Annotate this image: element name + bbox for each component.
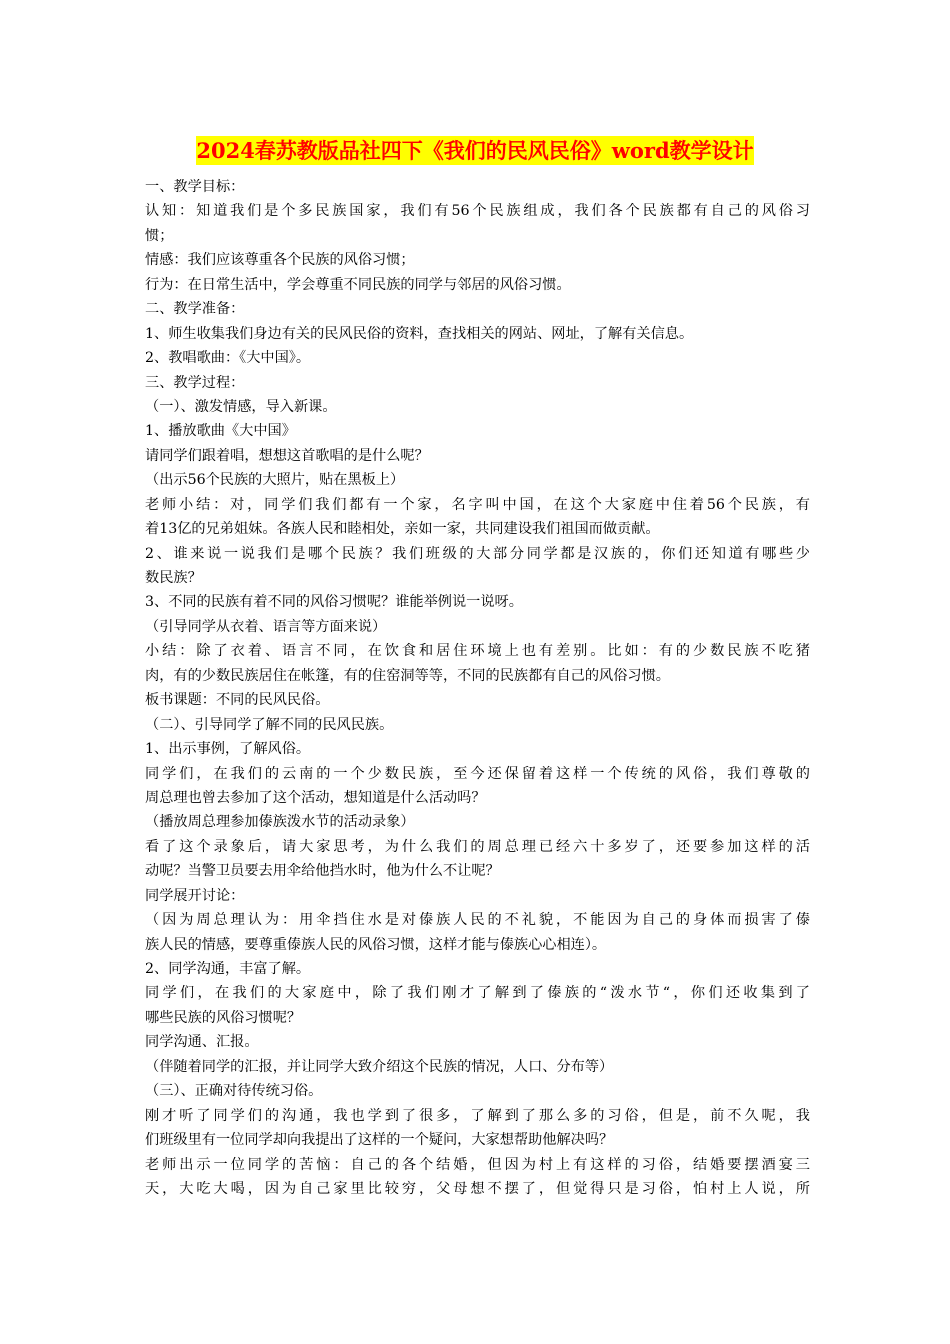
text-line: 看了这个录象后，请大家思考，为什么我们的周总理已经六十多岁了，还要参加这样的活 — [145, 838, 810, 855]
text-line: 族人民的情感，要尊重傣族人民的风俗习惯，这样才能与傣族心心相连）。 — [145, 936, 607, 953]
text-line: （引导同学从衣着、语言等方面来说） — [145, 618, 387, 635]
text-line: 二、教学准备： — [145, 301, 245, 318]
text-line: 2、谁来说一说我们是哪个民族？我们班级的大部分同学都是汉族的，你们还知道有哪些少 — [145, 545, 810, 562]
text-line: 3、不同的民族有着不同的风俗习惯呢？谁能举例说一说呀。 — [145, 594, 523, 611]
title-highlight: 2024春苏教版品社四下《我们的民风民俗》word教学设计 — [196, 138, 754, 163]
text-line: 天，大吃大喝，因为自己家里比较穷，父母想不摆了，但觉得只是习俗，怕村上人说，所 — [145, 1180, 810, 1197]
text-line: 老师出示一位同学的苦恼：自己的各个结婚，但因为村上有这样的习俗，结婚要摆酒宴三 — [145, 1156, 810, 1173]
text-line: （出示56个民族的大照片，贴在黑板上） — [145, 472, 405, 489]
text-line: 着13亿的兄弟姐妹。各族人民和睦相处，亲如一家，共同建设我们祖国而做贡献。 — [145, 521, 660, 538]
text-line: 同学沟通、汇报。 — [145, 1034, 259, 1051]
text-line: 同学展开讨论： — [145, 887, 245, 904]
text-line: （播放周总理参加傣族泼水节的活动录象） — [145, 814, 415, 831]
text-line: 请同学们跟着唱，想想这首歌唱的是什么呢？ — [145, 447, 429, 464]
text-line: 数民族？ — [145, 570, 202, 586]
text-line: 一、教学目标： — [145, 179, 245, 195]
text-line: 老师小结：对，同学们我们都有一个家，名字叫中国，在这个大家庭中住着56个民族，有 — [145, 496, 810, 513]
text-line: 1、出示事例，了解风俗。 — [145, 741, 311, 758]
text-line: 行为：在日常生活中，学会尊重不同民族的同学与邻居的风俗习惯。 — [145, 276, 571, 293]
text-line: （三）、正确对待传统习俗。 — [145, 1083, 323, 1100]
document-body — [145, 175, 810, 1201]
text-line: （二）、引导同学了解不同的民风民族。 — [145, 716, 394, 733]
text-line: 哪些民族的风俗习惯呢？ — [145, 1009, 302, 1026]
text-line: 2、教唱歌曲：《大中国》。 — [145, 350, 311, 367]
text-line: 小结：除了衣着、语言不同，在饮食和居住环境上也有差别。比如：有的少数民族不吃猪 — [145, 643, 810, 660]
document-title — [0, 136, 950, 166]
text-line: 惯； — [145, 227, 174, 244]
text-line: 肉，有的少数民族居住在帐篷，有的住窑洞等等，不同的民族都有自己的风俗习惯。 — [145, 667, 670, 684]
text-line: （因为周总理认为：用伞挡住水是对傣族人民的不礼貌，不能因为自己的身体而损害了傣 — [145, 912, 810, 929]
text-line: 1、播放歌曲《大中国》 — [145, 423, 296, 440]
text-line: 刚才听了同学们的沟通，我也学到了很多，了解到了那么多的习俗，但是，前不久呢，我 — [145, 1107, 810, 1124]
text-line: 情感：我们应该尊重各个民族的风俗习惯； — [145, 252, 415, 269]
text-line: 板书课题：不同的民风民俗。 — [145, 692, 330, 709]
text-line: 同学们，在我们的大家庭中，除了我们刚才了解到了傣族的“泼水节“，你们还收集到了 — [145, 985, 810, 1002]
text-line: 1、师生收集我们身边有关的民风民俗的资料，查找相关的网站、网址，了解有关信息。 — [145, 325, 694, 342]
text-line: （一）、激发情感，导入新课。 — [145, 398, 337, 415]
text-line: 认知：知道我们是个多民族国家，我们有56个民族组成，我们各个民族都有自己的风俗习 — [145, 203, 810, 220]
text-line: 们班级里有一位同学却向我提出了这样的一个疑问，大家想帮助他解决吗？ — [145, 1132, 614, 1149]
text-line: 动呢？当警卫员要去用伞给他挡水时，他为什么不让呢？ — [145, 863, 500, 880]
text-line: 同学们，在我们的云南的一个少数民族，至今还保留着这样一个传统的风俗，我们尊敬的 — [145, 765, 810, 782]
text-line: 2、同学沟通，丰富了解。 — [145, 961, 311, 977]
text-line: （伴随着同学的汇报，并让同学大致介绍这个民族的情况，人口、分布等） — [145, 1058, 614, 1075]
text-line: 三、教学过程： — [145, 374, 245, 391]
text-line: 周总理也曾去参加了这个活动，想知道是什么活动吗？ — [145, 789, 486, 806]
